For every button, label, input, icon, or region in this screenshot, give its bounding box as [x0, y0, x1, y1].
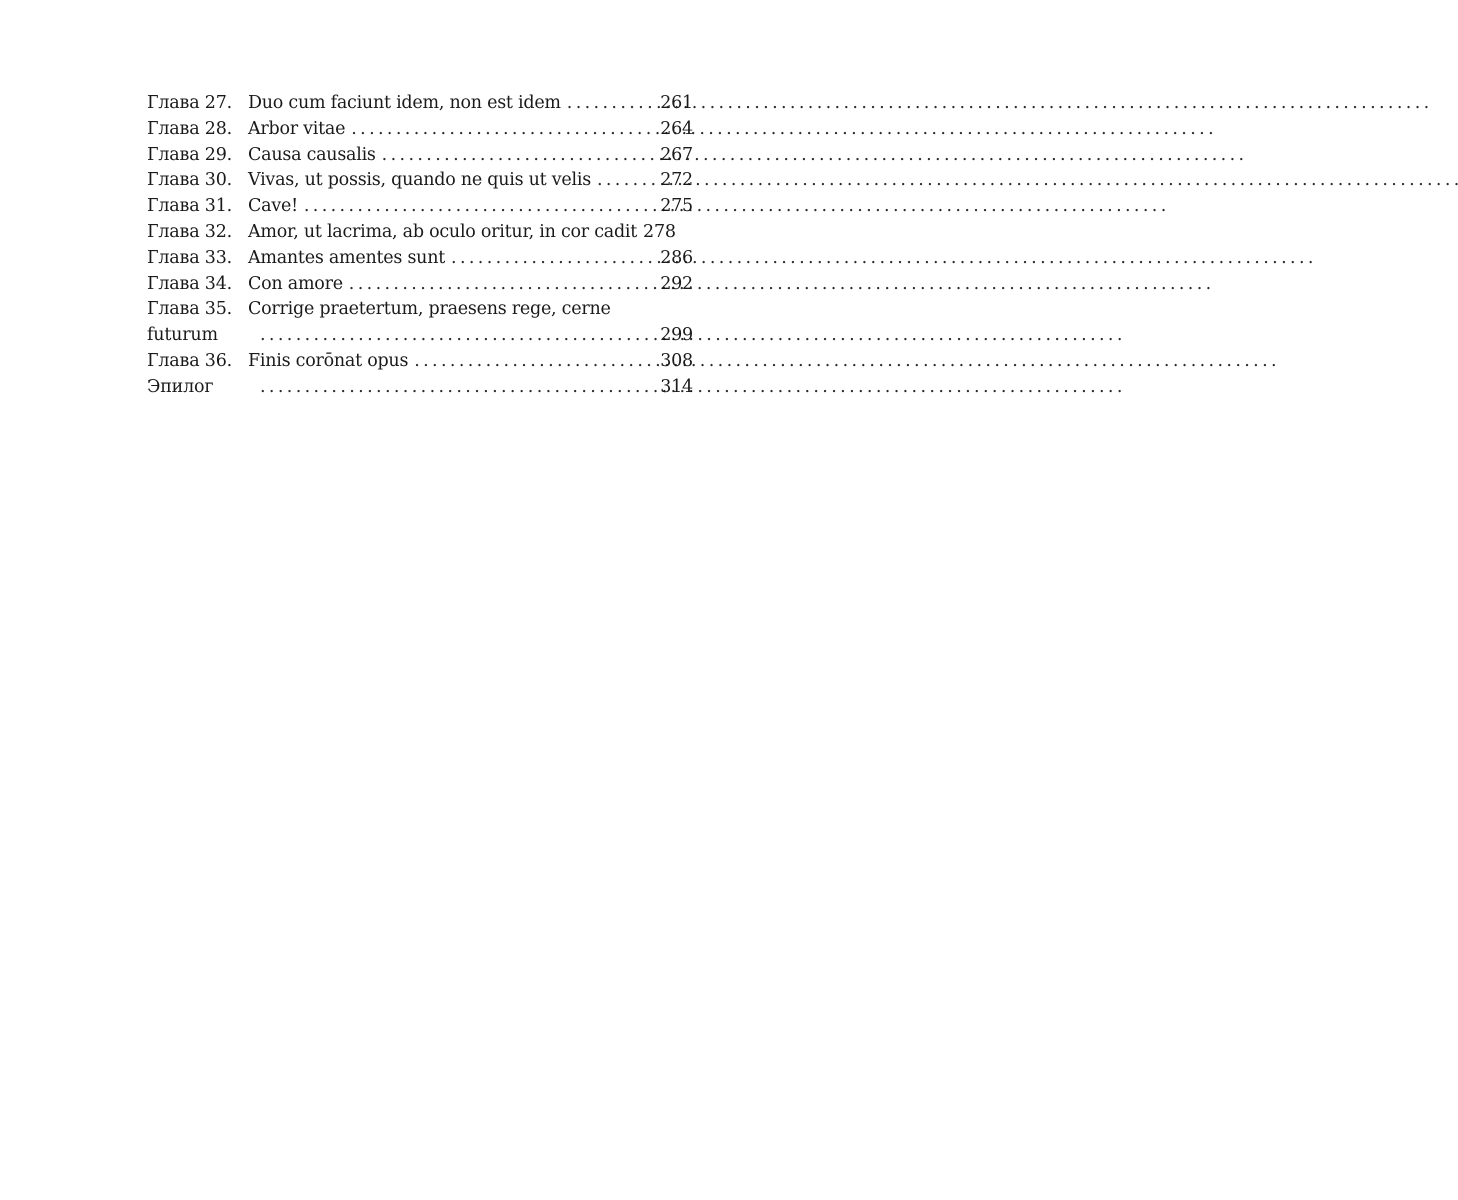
dot-leader: [260, 375, 656, 401]
dot-leader: [451, 246, 656, 272]
dot-leader: [382, 143, 657, 169]
toc-entry-32[interactable]: [147, 220, 693, 246]
page-number: 264: [660, 118, 693, 139]
chapter-label: Глава 35.: [147, 299, 233, 320]
dot-leader: [597, 168, 656, 194]
toc-entry-33[interactable]: [147, 246, 693, 272]
chapter-label: Глава 32.: [147, 221, 233, 242]
chapter-label: Глава 27.: [147, 93, 233, 113]
chapter-label: Глава 34.: [147, 273, 233, 294]
toc-entry-30[interactable]: [147, 168, 693, 194]
page-number: 308: [660, 350, 693, 371]
chapter-label: Глава 36.: [147, 350, 233, 371]
chapter-label: Глава 29.: [147, 144, 233, 165]
chapter-title: Cave!: [248, 196, 298, 217]
chapter-title: Arbor vitae: [248, 118, 346, 139]
toc-entry-35-line-1: [147, 297, 693, 323]
chapter-title-continued: futurum: [147, 325, 218, 346]
page-number: 314: [660, 376, 693, 397]
chapter-label: Глава 30.: [147, 170, 233, 191]
page-number: 299: [660, 325, 693, 346]
chapter-title: Amor, ut lacrima, ab oculo oritur, in cor cadit: [248, 221, 638, 242]
chapter-title: Vivas, ut possis, quando ne quis ut velis: [248, 170, 591, 191]
toc-entry-36[interactable]: [147, 349, 693, 375]
table-of-contents: [147, 91, 693, 401]
dot-leader: [260, 323, 656, 349]
toc-entry-35-line-2: [147, 323, 693, 349]
chapter-label: Глава 33.: [147, 247, 233, 268]
page-number: 286: [660, 247, 693, 268]
chapter-label: Глава 28.: [147, 118, 233, 139]
chapter-title: Con amore: [248, 273, 343, 294]
dot-leader: [349, 272, 656, 298]
chapter-title: Causa causalis: [248, 144, 376, 165]
page-number: 272: [660, 170, 693, 191]
toc-entry-29[interactable]: [147, 143, 693, 169]
chapter-title: Duo cum faciunt idem, non est idem: [248, 93, 561, 113]
toc-entry-34[interactable]: [147, 272, 693, 298]
toc-entry-35[interactable]: [147, 297, 693, 349]
chapter-title: Amantes amentes sunt: [248, 247, 446, 268]
chapter-label: Эпилог: [147, 376, 214, 397]
toc-entry-28[interactable]: [147, 117, 693, 143]
chapter-title: Corrige praetertum, praesens rege, cerne: [248, 299, 611, 320]
dot-leader: [304, 194, 656, 220]
page-number: 292: [660, 273, 693, 294]
page-number: 278: [643, 221, 676, 242]
page-number: 267: [660, 144, 693, 165]
dot-leader: [414, 349, 656, 375]
chapter-title: Finis corōnat opus: [248, 350, 409, 371]
dot-leader: [567, 91, 656, 117]
page-number: 261: [660, 93, 693, 113]
page-number: 275: [660, 196, 693, 217]
dot-leader: [351, 117, 656, 143]
toc-entry-31[interactable]: [147, 194, 693, 220]
toc-entry-27[interactable]: [147, 91, 693, 117]
toc-entry-epilogue[interactable]: [147, 375, 693, 401]
chapter-label: Глава 31.: [147, 196, 233, 217]
